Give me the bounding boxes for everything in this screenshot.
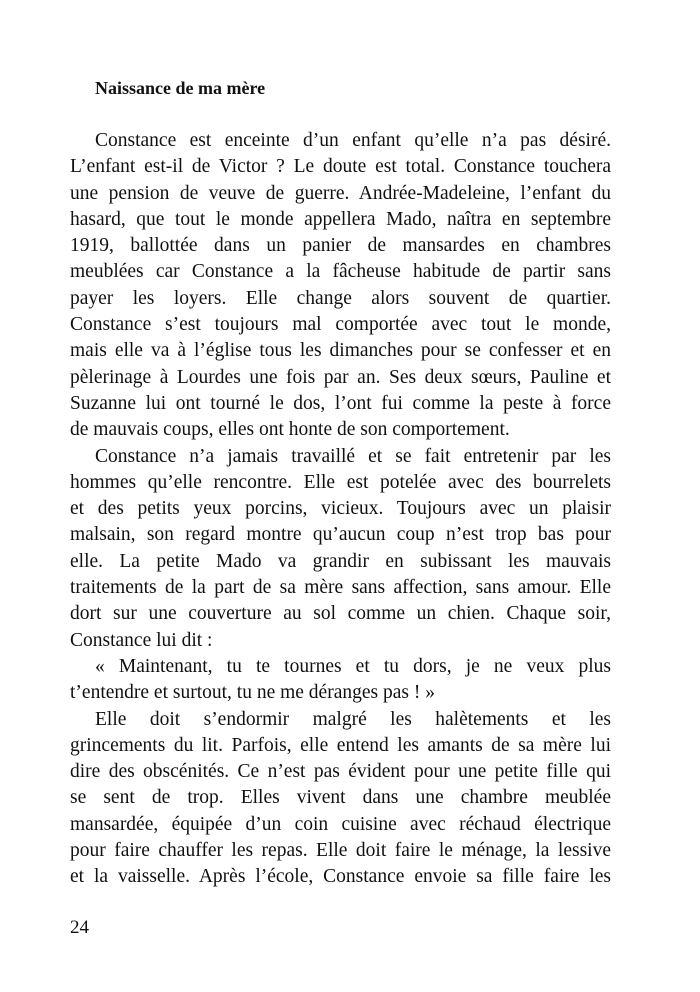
text-line: Suzanne lui ont tourné le dos, l’ont fui comme la peste à force [70,392,611,414]
text-line: de mauvais coups, elles ont honte de son comportement. [70,419,510,441]
text-line: t’entendre et surtout, tu ne me déranges pas ! » [70,682,435,704]
text-line: et la vaisselle. Après l’école, Constance envoie sa fille faire les [70,866,611,888]
text-line: elle. La petite Mado va grandir en subissant les mauvais [70,550,611,572]
text-line: dire des obscénités. Ce n’est pas évident pour une petite fille qui [70,761,611,783]
text-line: se sent de trop. Elles vivent dans une chambre meublée [70,787,611,809]
text-line: une pension de veuve de guerre. Andrée-Madeleine, l’enfant du [70,182,611,204]
text-line: et des petits yeux porcins, vicieux. Toujours avec un plaisir [70,498,611,520]
text-line: Elle doit s’endormir malgré les halètements et les [95,708,611,730]
text-line: payer les loyers. Elle change alors souvent de quartier. [70,287,611,309]
text-line: mansardée, équipée d’un coin cuisine avec réchaud électrique [70,813,611,835]
text-line: Constance lui dit : [70,629,213,651]
text-line: 1919, ballottée dans un panier de mansardes en chambres [70,235,611,257]
text-line: Constance n’a jamais travaillé et se fait entretenir par les [95,445,611,467]
text-line: malsain, son regard montre qu’aucun coup n’est trop bas pour [70,524,611,546]
text-line: « Maintenant, tu te tournes et tu dors, je ne veux plus [95,655,611,677]
text-line: dort sur une couverture au sol comme un chien. Chaque soir, [70,603,611,625]
text-line: traitements de la part de sa mère sans affection, sans amour. Elle [70,577,611,599]
text-line: grincements du lit. Parfois, elle entend les amants de sa mère lui [70,734,611,756]
text-line: pour faire chauffer les repas. Elle doit faire le ménage, la lessive [70,840,611,862]
text-line: meublées car Constance a la fâcheuse habitude de partir sans [70,261,611,283]
body-text [70,128,611,891]
text-line: Constance s’est toujours mal comportée avec tout le monde, [70,314,611,336]
text-line: L’enfant est-il de Victor ? Le doute est total. Constance touchera [70,156,611,178]
text-line: hommes qu’elle rencontre. Elle est potelée avec des bourrelets [70,471,611,493]
chapter-heading: Naissance de ma mère [95,78,266,98]
text-line: hasard, que tout le monde appellera Mado, naîtra en septembre [70,208,611,230]
text-line: pèlerinage à Lourdes une fois par an. Ses deux sœurs, Pauline et [70,366,611,388]
text-line: mais elle va à l’église tous les dimanches pour se confesser et en [70,340,611,362]
text-line: Constance est enceinte d’un enfant qu’elle n’a pas désiré. [95,130,611,151]
page-number: 24 [70,917,89,938]
